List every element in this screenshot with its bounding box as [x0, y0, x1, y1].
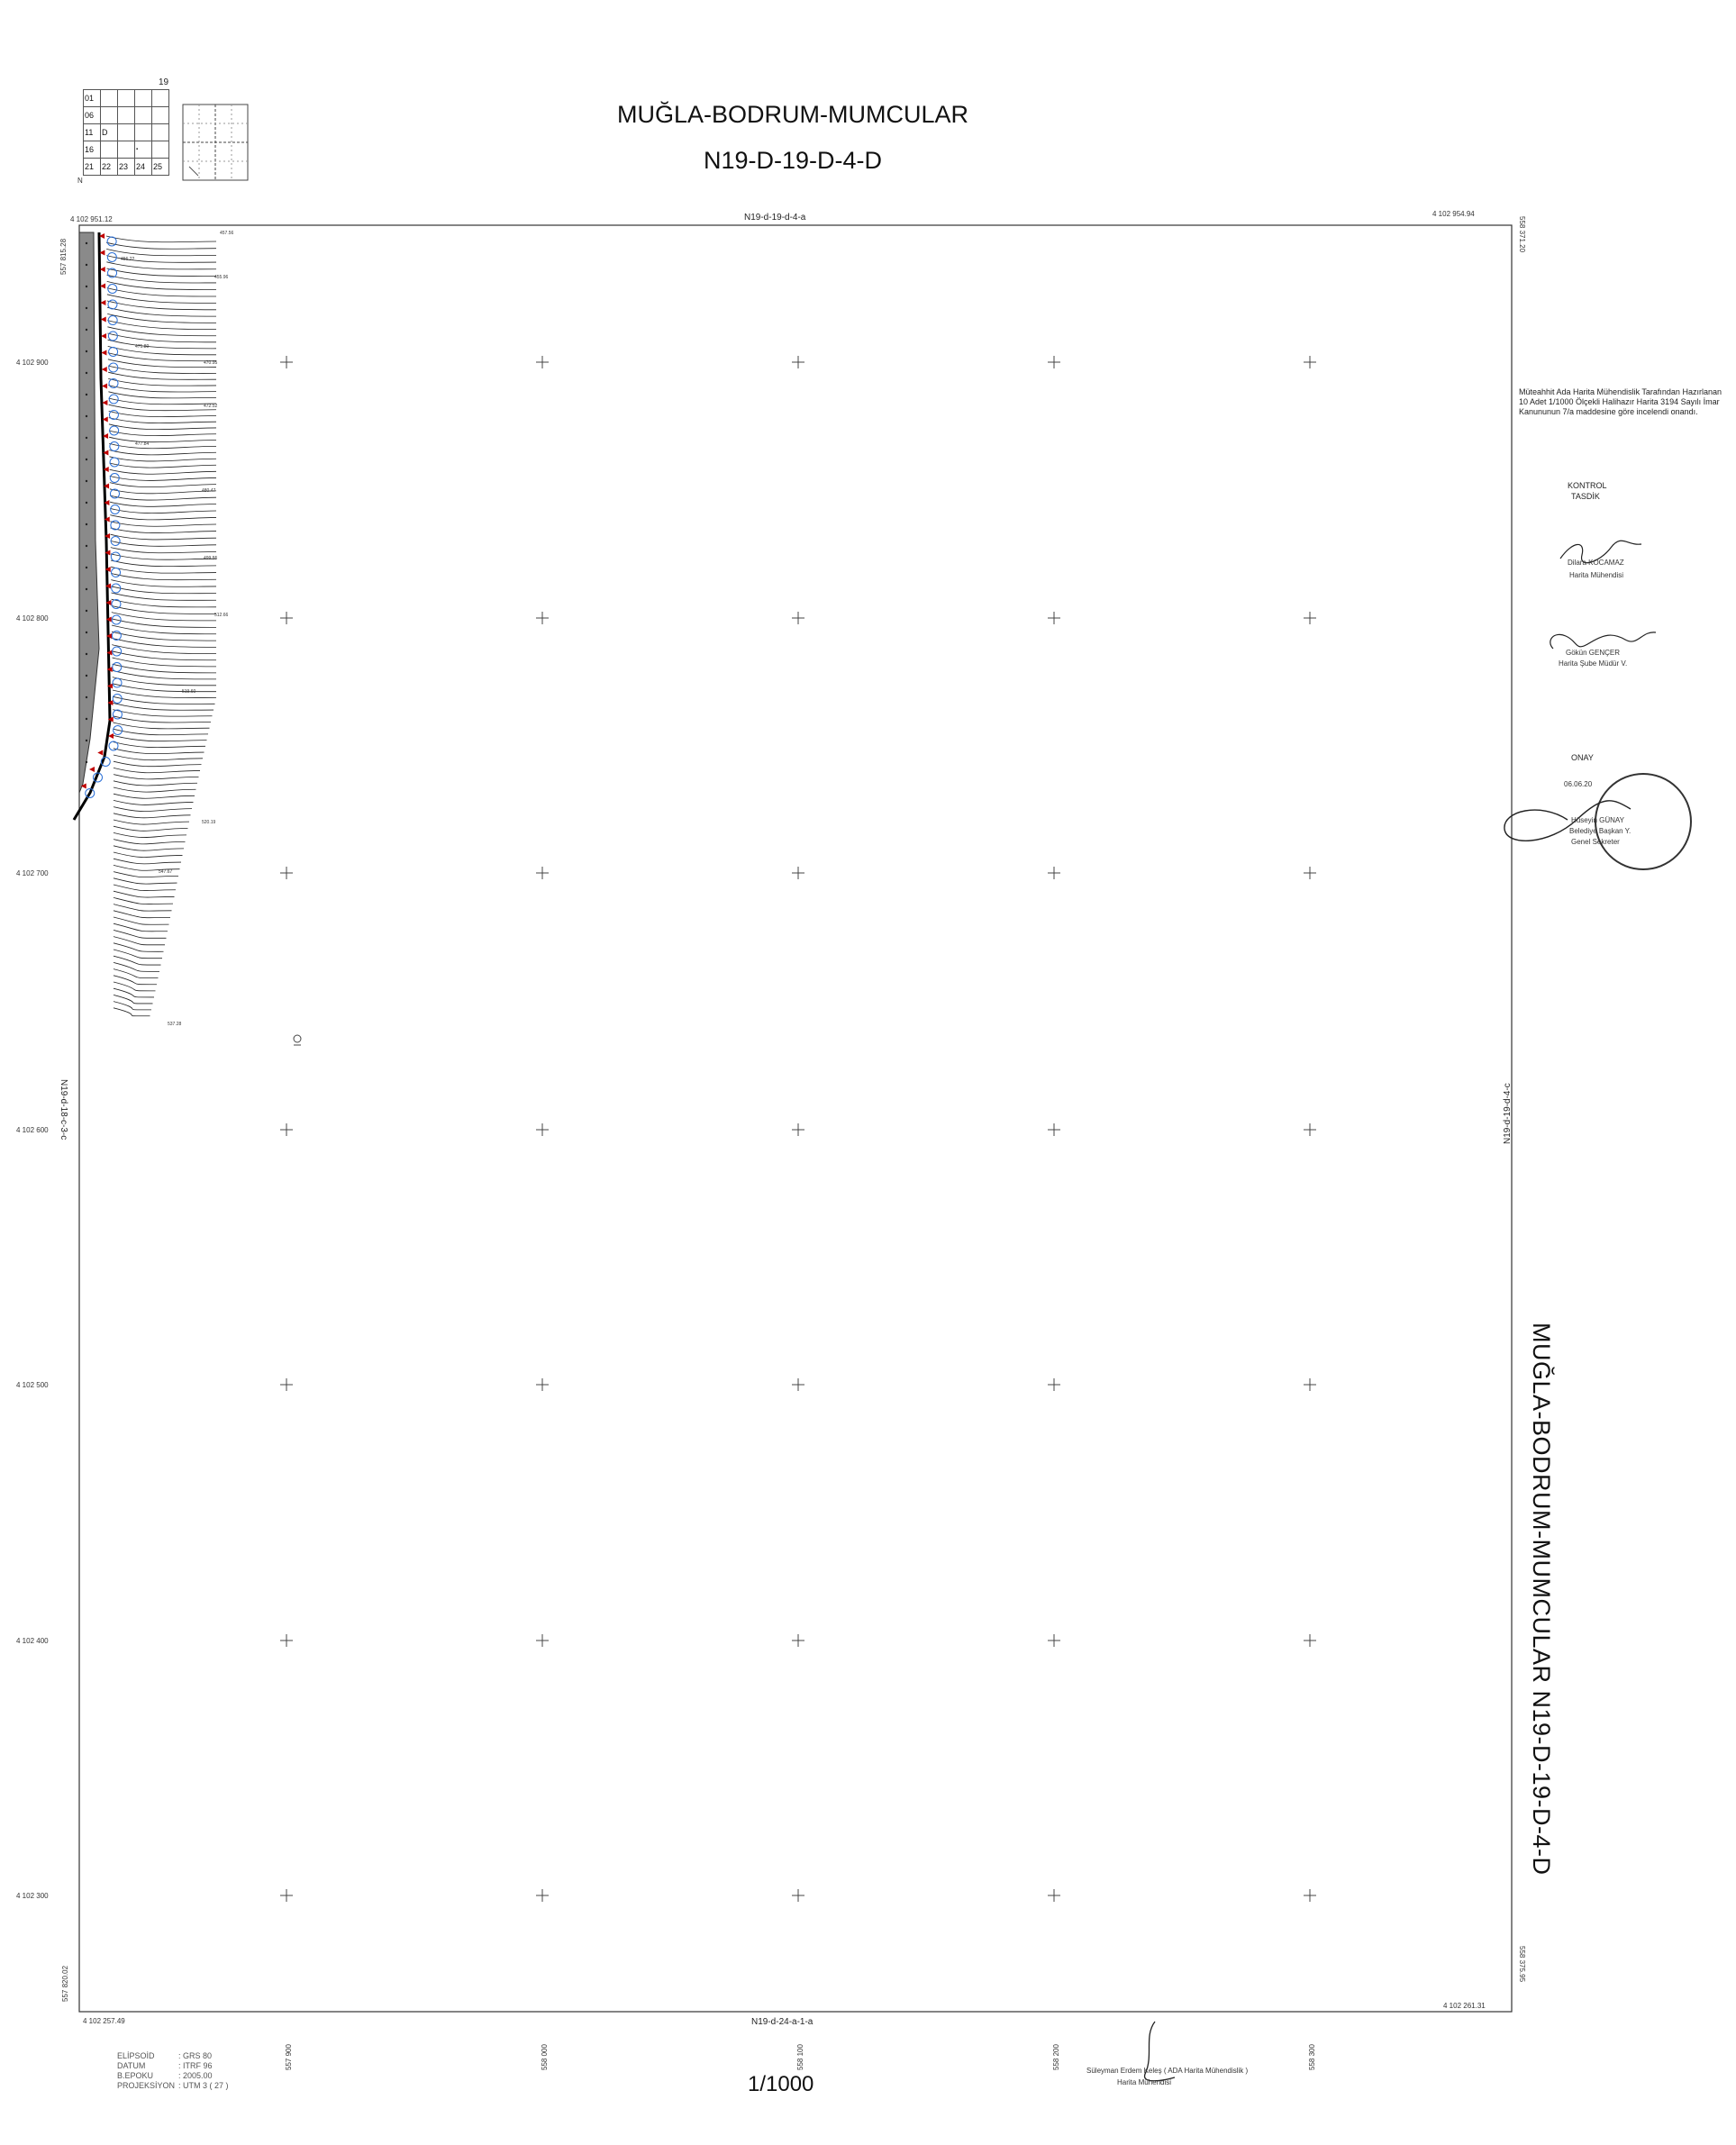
- adjacent-sheet-left: N19-d-18-c-3-c: [59, 1079, 68, 1141]
- contour-line: [110, 508, 216, 513]
- corner-coord-top-left: 4 102 951.12: [70, 215, 113, 223]
- contour-line: [111, 541, 216, 546]
- signer3-role: Genel Sekreter: [1571, 838, 1620, 846]
- point-circle: [108, 300, 117, 309]
- contour-line: [111, 586, 216, 594]
- northing-label: 4 102 600: [16, 1126, 49, 1134]
- contour-line: [109, 450, 216, 455]
- building-dot: [86, 437, 87, 439]
- corner-coord-top-right: 4 102 954.94: [1432, 210, 1475, 218]
- contour-line: [109, 424, 216, 430]
- index-grid: 01 06 11 D 16 ▪ 21 22 23 24 25: [83, 89, 169, 176]
- contour-line: [114, 787, 196, 792]
- northing-label: 4 102 800: [16, 614, 49, 623]
- boundary-marker: [102, 384, 107, 389]
- building-dot: [86, 761, 87, 763]
- contour-line: [114, 846, 184, 850]
- contour-line: [109, 411, 216, 416]
- contour-line: [114, 897, 173, 904]
- building-dot: [86, 675, 87, 677]
- spot-height-label: 519.60: [182, 689, 196, 695]
- index-top-number: 19: [159, 77, 169, 87]
- contour-line: [109, 443, 216, 448]
- building-dot: [86, 394, 87, 395]
- contour-line: [110, 476, 216, 480]
- spot-height-label: 477.84: [135, 441, 150, 447]
- point-circle: [109, 411, 118, 420]
- signer2-name: Gökün GENÇER: [1566, 649, 1621, 657]
- signer1-name: Dilara KOCAMAZ: [1568, 559, 1624, 567]
- contour-line: [110, 522, 216, 526]
- contour-line: [106, 236, 216, 242]
- adjacent-sheet-bottom: N19-d-24-a-1-a: [751, 2017, 813, 2027]
- surveyor-name: Süleyman Erdem Keleş ( ADA Harita Mühendislik ): [1086, 2067, 1249, 2075]
- easting-label: 558 300: [1308, 2044, 1316, 2070]
- boundary-marker: [97, 750, 103, 756]
- adjacent-sheet-top: N19-d-19-d-4-a: [744, 213, 806, 223]
- building-dot: [86, 350, 87, 352]
- building-dot: [86, 415, 87, 417]
- contour-line: [114, 826, 188, 831]
- contour-line: [114, 840, 186, 844]
- spot-height-label: 499.55: [204, 556, 218, 561]
- spot-height-label: 471.80: [135, 344, 150, 350]
- point-circle: [112, 632, 121, 641]
- building-dot: [86, 567, 87, 568]
- onay-title: ONAY: [1571, 753, 1594, 762]
- contour-line: [114, 755, 203, 760]
- contour-line: [111, 528, 217, 533]
- building-dot: [86, 718, 87, 720]
- building-dot: [86, 523, 87, 525]
- northing-label: 4 102 700: [16, 869, 49, 877]
- building-dot: [86, 459, 87, 460]
- spot-height-label: 457.56: [220, 231, 234, 236]
- corner-x-top-right: 558 371.20: [1518, 216, 1526, 253]
- contour-line: [114, 813, 191, 818]
- signer1-role: Harita Mühendisi: [1569, 571, 1624, 579]
- point-circle: [111, 521, 120, 530]
- northing-label: 4 102 500: [16, 1381, 49, 1389]
- contour-line: [111, 573, 216, 579]
- contour-line: [114, 781, 197, 786]
- control-subtitle: TASDİK: [1571, 492, 1600, 501]
- contour-line: [114, 775, 199, 779]
- contour-line: [114, 768, 200, 772]
- boundary-marker: [102, 367, 107, 372]
- contour-line: [114, 917, 169, 924]
- contour-line: [110, 489, 216, 494]
- point-circle: [113, 678, 122, 687]
- contour-line: [111, 580, 216, 587]
- index-cell: D: [101, 124, 118, 141]
- contour-line: [109, 457, 216, 461]
- contour-line: [109, 418, 216, 423]
- boundary-marker: [101, 350, 106, 356]
- contour-line: [114, 1008, 150, 1016]
- contour-line: [111, 567, 216, 573]
- building-dot: [86, 480, 87, 482]
- northing-label: 4 102 900: [16, 359, 49, 367]
- north-marker: N: [77, 177, 83, 185]
- contour-line: [106, 242, 216, 249]
- contour-line: [114, 885, 176, 891]
- contour-line: [114, 723, 210, 729]
- adjacent-sheet-right: N19-d-19-d-4-c: [1503, 1083, 1513, 1144]
- index-cell: 21: [84, 159, 101, 176]
- contour-line: [106, 249, 216, 255]
- index-cell: 25: [152, 159, 169, 176]
- corner-x-top-left: 557 815.28: [59, 238, 68, 275]
- contour-line: [110, 495, 216, 500]
- building-dot: [86, 286, 87, 287]
- point-circle: [113, 710, 122, 719]
- building-dot: [86, 740, 87, 741]
- point-circle: [110, 426, 119, 435]
- approval-statement: Müteahhit Ada Harita Mühendislik Tarafından Hazırlanan 10 Adet 1/1000 Ölçekli Halihazır Harita 3194 Sayılı İmar Kanununun 7/a maddesine göre incelendi onandı.: [1519, 387, 1722, 416]
- building-dot: [86, 372, 87, 374]
- corner-x-bottom-right: 558 375.95: [1518, 1946, 1526, 1983]
- contour-line: [111, 560, 216, 567]
- easting-label: 558 100: [796, 2044, 804, 2070]
- contour-line: [108, 392, 216, 398]
- building-block: [79, 232, 99, 793]
- contour-line: [114, 911, 170, 918]
- contour-line: [114, 729, 208, 735]
- projection-metadata: ELİPSOİD : GRS 80 DATUM : ITRF 96 B.EPOKU : 2005.00 PROJEKSİYON : UTM 3 ( 27 ): [117, 2051, 229, 2090]
- building-dot: [86, 545, 87, 547]
- contour-line: [109, 431, 216, 436]
- contour-line: [114, 832, 186, 837]
- building-dot: [86, 502, 87, 504]
- easting-label: 557 900: [285, 2044, 293, 2070]
- index-cell: 06: [84, 107, 101, 124]
- signer2-role: Harita Şube Müdür V.: [1559, 659, 1628, 668]
- boundary-marker: [89, 767, 95, 772]
- surveyor-role: Harita Mühendisi: [1117, 2078, 1172, 2086]
- building-dot: [86, 588, 87, 590]
- spot-height-label: 537.28: [168, 1022, 182, 1027]
- contour-line: [114, 950, 162, 959]
- contour-line: [114, 735, 207, 741]
- contour-line: [109, 404, 216, 411]
- spot-height-label: 472.52: [204, 404, 218, 409]
- contour-line: [111, 534, 216, 540]
- index-cell: 11: [84, 124, 101, 141]
- contour-line: [114, 1002, 151, 1010]
- side-title: MUĞLA-BODRUM-MUMCULAR N19-D-19-D-4-D: [1528, 1322, 1555, 1876]
- index-cell: 16: [84, 141, 101, 159]
- contour-line: [114, 800, 194, 804]
- point-circle: [112, 568, 121, 577]
- contour-line: [114, 878, 177, 884]
- contour-line: [114, 807, 192, 812]
- building-dot: [86, 632, 87, 633]
- contour-line: [110, 469, 216, 474]
- easting-label: 558 200: [1052, 2044, 1060, 2070]
- building-dot: [86, 696, 87, 698]
- contour-line: [109, 398, 217, 404]
- signer3-name: Hüseyin GÜNAY: [1571, 816, 1624, 824]
- spot-height-label: 547.67: [159, 869, 173, 875]
- spot-height-label: 455.96: [214, 275, 229, 280]
- contour-line: [110, 463, 217, 468]
- building-dot: [86, 242, 87, 244]
- corner-coord-bottom-left: 4 102 257.49: [83, 2017, 125, 2025]
- spot-height-label: 480.47: [202, 488, 216, 494]
- northing-label: 4 102 300: [16, 1892, 49, 1900]
- contour-line: [114, 794, 195, 798]
- grid-crosses: [280, 356, 1316, 1902]
- contour-line: [114, 988, 154, 997]
- map-scale: 1/1000: [748, 2072, 814, 2096]
- index-cell: 01: [84, 90, 101, 107]
- contour-line: [107, 268, 217, 276]
- contour-line: [110, 483, 216, 487]
- point-circle: [110, 458, 119, 467]
- contour-line: [106, 262, 216, 269]
- contour-line: [109, 437, 216, 442]
- contour-line: [114, 943, 164, 951]
- contour-line: [111, 554, 216, 559]
- signature: [1495, 793, 1640, 856]
- index-cell: 23: [118, 159, 135, 176]
- map-title: MUĞLA-BODRUM-MUMCULAR: [617, 101, 968, 128]
- onay-date: 06.06.20: [1564, 780, 1593, 788]
- contour-line: [114, 995, 153, 1004]
- index-cell: 22: [101, 159, 118, 176]
- spot-height-label: 470.95: [204, 360, 218, 366]
- contour-line: [114, 820, 189, 824]
- point-circle: [111, 552, 120, 561]
- building-dot: [86, 307, 87, 309]
- contour-line: [114, 761, 202, 767]
- contour-line: [114, 859, 181, 864]
- corner-coord-bottom-right: 4 102 261.31: [1443, 2002, 1486, 2010]
- point-circle: [108, 332, 117, 341]
- contour-line: [114, 852, 183, 858]
- contour-line: [114, 891, 175, 897]
- building-dot: [86, 329, 87, 331]
- spot-height-label: 512.66: [214, 613, 229, 618]
- survey-point-icon: [294, 1035, 301, 1045]
- contour-line: [113, 716, 211, 723]
- sheet-number: N19-D-19-D-4-D: [703, 147, 883, 174]
- contour-line: [114, 742, 205, 748]
- contour-line: [111, 548, 216, 553]
- easting-label: 558 000: [541, 2044, 549, 2070]
- corner-x-bottom-left: 557 820.02: [61, 1965, 69, 2002]
- spot-height-label: 520.19: [202, 820, 216, 825]
- point-circle: [109, 741, 118, 750]
- point-circle: [109, 348, 118, 357]
- signer3-role: Belediye Başkan Y.: [1569, 827, 1631, 835]
- contour-line: [114, 749, 205, 754]
- point-circle: [108, 316, 117, 325]
- point-circle: [113, 663, 122, 672]
- boundary-marker: [101, 333, 106, 339]
- contour-lines: [106, 236, 216, 1016]
- point-circle: [107, 237, 116, 246]
- contour-line: [110, 502, 216, 506]
- contour-line: [113, 710, 212, 717]
- contour-line: [110, 515, 216, 520]
- contour-line: [108, 386, 216, 392]
- building-dot: [86, 653, 87, 655]
- control-title: KONTROL: [1568, 481, 1607, 490]
- building-dot: [86, 264, 87, 266]
- building-dot: [86, 610, 87, 612]
- northing-label: 4 102 400: [16, 1637, 49, 1645]
- contour-line: [112, 593, 217, 600]
- contour-line: [114, 904, 172, 912]
- point-circle: [110, 442, 119, 451]
- spot-height-label: 456.22: [121, 257, 135, 262]
- index-cell: 24: [135, 159, 152, 176]
